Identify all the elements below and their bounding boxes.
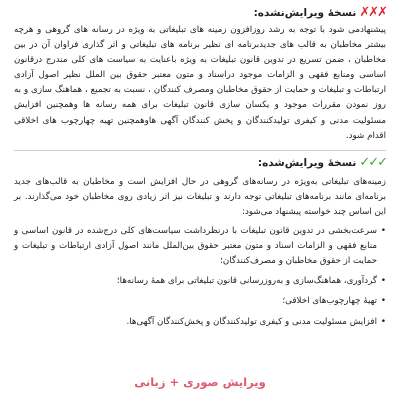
edited-title: نسخهٔ ویرایش‌شده:	[257, 157, 357, 170]
list-item	[14, 315, 386, 330]
list-item-text: سرعت‌بخشی در تدوین قانون تبلیغات با درنظرداشت سیاست‌های کلی درج‌شده در قانون اساسی و منابع فقهی و الزامات اسناد و متون معتبر حقوق بین‌الملل مانند اصول آزادی ارتباطات و تبلیغات و حمایت از حقوق مخاطبان و مصرف‌کنندگان؛	[14, 226, 377, 267]
unedited-title: نسخهٔ ویرایش‌نشده:	[253, 6, 357, 19]
bullet-icon: •	[380, 276, 386, 287]
edited-heading	[14, 155, 386, 172]
unedited-paragraph: پیشنهادمی شود با توجه به رشد روزافزون زمینه های تبلیغاتی به ویژه در رسانه های گروهی و هرچه بیشتر مخاطبان به قالب های جدیدبرنامه ای نظیر برنامه های تبلیغاتی و اثر گذاری فراوان آن در بین مخاطبان ، ضمن تسریع در تدوین قانون تبلیغات به ویژه باعنایت به سیاست های کلی مندرج درقانون اساسی ومنابع فقهی و الزامات موجود دراسناد و متون معتبر حقوق بین الملل نظیر اصول آزادی ارتباطات و تبلیغات و حمایت از حقوق مخاطبان ومصرف کنندگان ، نسبت به تجمیع ، هماهنگ سازی و به روز نمودن مقررات موجود و یکسان سازی قانون تبلیغات برای همه رسانه ها وهمچنین افزایش مسئولیت مدنی و کیفری تولیدکنندگان و پخش کنندگان آگهی هاوهمچنین تهیه چهارچوب های اخلاقی اقدام شود.	[14, 25, 386, 141]
wrong-marks-icon: ✗✗✗	[359, 4, 386, 20]
check-marks-icon: ✓✓✓	[359, 155, 386, 171]
edited-intro-paragraph: زمینه‌های تبلیغاتی به‌ویژه در رسانه‌های گروهی در حال افزایش است و مخاطبان به قالب‌های جدید برنامه‌ای مانند برنامه‌های تبلیغاتی توجه دارند و تبلیغات نیز اثر زیادی روی مخاطبان خود می‌گذارند. بر این اساس چند خواسته پیشنهاد می‌شود:	[14, 176, 386, 217]
list-item-text: تهیهٔ چهارچوب‌های اخلاقی؛	[282, 296, 377, 307]
unedited-heading	[14, 4, 386, 21]
suggestion-list	[14, 224, 386, 330]
list-item	[14, 274, 386, 289]
document-page	[14, 4, 386, 400]
list-item	[14, 224, 386, 269]
list-item-text: افزایش مسئولیت مدنی و کیفری تولیدکنندگان و پخش‌کنندگان آگهی‌ها.	[126, 316, 377, 327]
bullet-icon: •	[380, 316, 386, 327]
list-item	[14, 294, 386, 309]
footer-caption: ویرایش صوری + زبانی	[134, 375, 266, 389]
bullet-icon: •	[380, 296, 386, 307]
section-divider	[14, 150, 386, 151]
bullet-icon: •	[380, 226, 386, 237]
list-item-text: گردآوری، هماهنگ‌سازی و به‌روزرسانی قانون تبلیغاتی برای همهٔ رسانه‌ها؛	[116, 276, 377, 287]
